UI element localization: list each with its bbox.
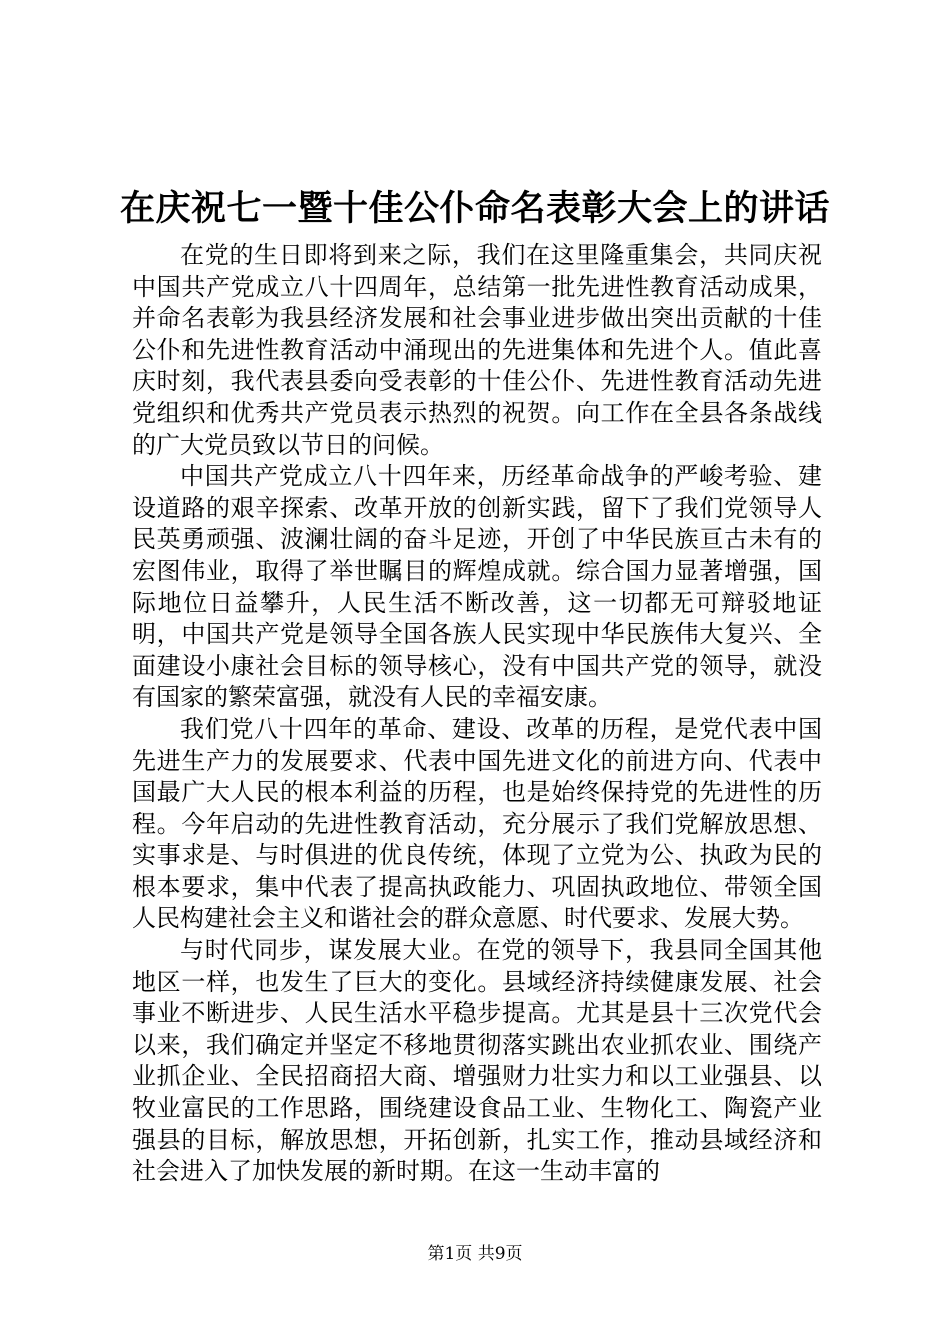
paragraph-1: 在党的生日即将到来之际，我们在这里隆重集会，共同庆祝中国共产党成立八十四周年，总结第一批先进性教育活动成果，并命名表彰为我县经济发展和社会事业进步做出突出贡献的十佳公仆和先进性教育活动中涌现出的先进集体和先进个人。值此喜庆时刻，我代表县委向受表彰的十佳公仆、先进性教育活动先进党组织和优秀共产党员表示热烈的祝贺。向工作在全县各条战线的广大党员致以节日的问候。 (132, 241, 822, 459)
paragraph-3: 我们党八十四年的革命、建设、改革的历程，是党代表中国先进生产力的发展要求、代表中国先进文化的前进方向、代表中国最广大人民的根本利益的历程，也是始终保持党的先进性的历程。今年启动的先进性教育活动，充分展示了我们党解放思想、实事求是、与时俱进的优良传统，体现了立党为公、执政为民的根本要求，集中代表了提高执政能力、巩固执政地位、带领全国人民构建社会主义和谐社会的群众意愿、时代要求、发展大势。 (132, 714, 822, 933)
page-number-footer: 第1页 共9页 (427, 1244, 523, 1264)
paragraph-2: 中国共产党成立八十四年来，历经革命战争的严峻考验、建设道路的艰辛探索、改革开放的创新实践，留下了我们党领导人民英勇顽强、波澜壮阔的奋斗足迹，开创了中华民族亘古未有的宏图伟业，取得了举世瞩目的辉煌成就。综合国力显著增强，国际地位日益攀升，人民生活不断改善，这一切都无可辩驳地证明，中国共产党是领导全国各族人民实现中华民族伟大复兴、全面建设小康社会目标的领导核心，没有中国共产党的领导，就没有国家的繁荣富强，就没有人民的幸福安康。 (132, 462, 822, 712)
document-title: 在庆祝七一暨十佳公仆命名表彰大会上的讲话 (119, 188, 830, 229)
document-body (132, 240, 822, 1188)
paragraph-4: 与时代同步，谋发展大业。在党的领导下，我县同全国其他地区一样，也发生了巨大的变化。县域经济持续健康发展、社会事业不断进步、人民生活水平稳步提高。尤其是县十三次党代会以来，我们确定并坚定不移地贯彻落实跳出农业抓农业、围绕产业抓企业、全民招商招大商、增强财力壮实力和以工业强县、以牧业富民的工作思路，围绕建设食品工业、生物化工、陶瓷产业强县的目标，解放思想，开拓创新，扎实工作，推动县域经济和社会进入了加快发展的新时期。在这一生动丰富的 (132, 936, 822, 1186)
